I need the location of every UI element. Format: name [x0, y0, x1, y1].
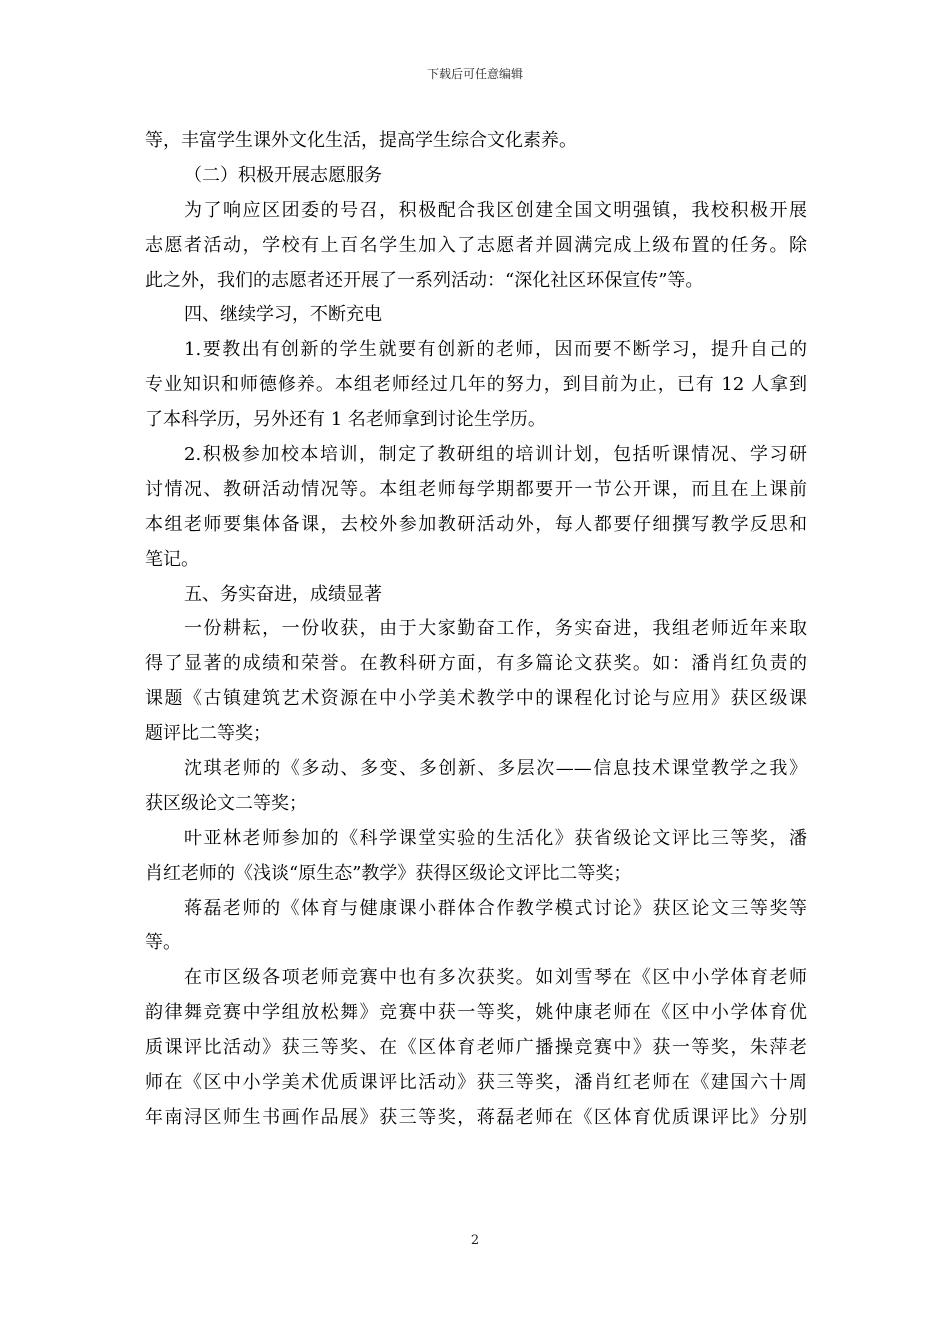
text-line: 韵律舞竞赛中学组放松舞》竞赛中获一等奖，姚仲康老师在《区中小学体育优 [145, 1002, 807, 1024]
text-line: 蒋磊老师的《体育与健康课小群体合作教学模式讨论》获区论文三等奖等 [184, 897, 807, 919]
text-line: 获区级论文二等奖； [145, 792, 307, 814]
document-body [145, 124, 807, 1136]
text-line: 讨情况、教研活动情况等。本组老师每学期都要开一节公开课，而且在上课前 [145, 478, 807, 500]
text-line: 本组老师要集体备课，去校外参加教研活动外，每人都要仔细撰写教学反思和 [145, 513, 807, 535]
text-line: 在市区级各项老师竞赛中也有多次获奖。如刘雪琴在《区中小学体育老师 [184, 967, 807, 989]
text-line: 肖红老师的《浅谈“原生态”教学》获得区级论文评比二等奖； [145, 862, 632, 884]
text-line: 沈琪老师的《多动、多变、多创新、多层次——信息技术课堂教学之我》 [184, 758, 807, 780]
section-heading: 四、继续学习，不断充电 [184, 304, 382, 326]
text-line: 等。 [145, 932, 181, 954]
text-line: 1.要教出有创新的学生就要有创新的老师，因而要不断学习，提升自己的 [184, 339, 807, 361]
text-line: 得了显著的成绩和荣誉。在教科研方面，有多篇论文获奖。如：潘肖红负责的 [145, 653, 807, 675]
text-line: 笔记。 [145, 548, 199, 570]
text-line: 专业知识和师德修养。本组老师经过几年的努力，到目前为止，已有 12 人拿到 [145, 374, 807, 396]
text-line: 了本科学历，另外还有 1 名老师拿到讨论生学历。 [145, 409, 546, 431]
page-header: 下载后可任意编辑 [426, 67, 523, 81]
text-line: 年南浔区师生书画作品展》获三等奖，蒋磊老师在《区体育优质课评比》分别 [145, 1106, 807, 1128]
text-line: 师在《区中小学美术优质课评比活动》获三等奖，潘肖红老师在《建国六十周 [145, 1072, 807, 1094]
text-line: 此之外，我们的志愿者还开展了一系列活动：“深化社区环保宣传”等。 [145, 269, 704, 291]
section-heading: （二）积极开展志愿服务 [184, 164, 382, 186]
text-line: 叶亚林老师参加的《科学课堂实验的生活化》获省级论文评比三等奖，潘 [184, 827, 807, 849]
text-line: 2.积极参加校本培训，制定了教研组的培训计划，包括听课情况、学习研 [184, 444, 807, 466]
page-number: 2 [470, 1233, 480, 1248]
text-line: 质课评比活动》获三等奖、在《区体育老师广播操竞赛中》获一等奖，朱萍老 [145, 1037, 807, 1059]
section-heading: 五、务实奋进，成绩显著 [184, 583, 382, 605]
text-line: 等，丰富学生课外文化生活，提高学生综合文化素养。 [145, 130, 577, 151]
text-line: 志愿者活动，学校有上百名学生加入了志愿者并圆满完成上级布置的任务。除 [145, 234, 807, 256]
text-line: 题评比二等奖； [145, 723, 271, 745]
text-line: 为了响应区团委的号召，积极配合我区创建全国文明强镇，我校积极开展 [184, 199, 807, 221]
text-line: 一份耕耘，一份收获，由于大家勤奋工作，务实奋进，我组老师近年来取 [184, 618, 807, 640]
text-line: 课题《古镇建筑艺术资源在中小学美术教学中的课程化讨论与应用》获区级课 [145, 688, 807, 710]
